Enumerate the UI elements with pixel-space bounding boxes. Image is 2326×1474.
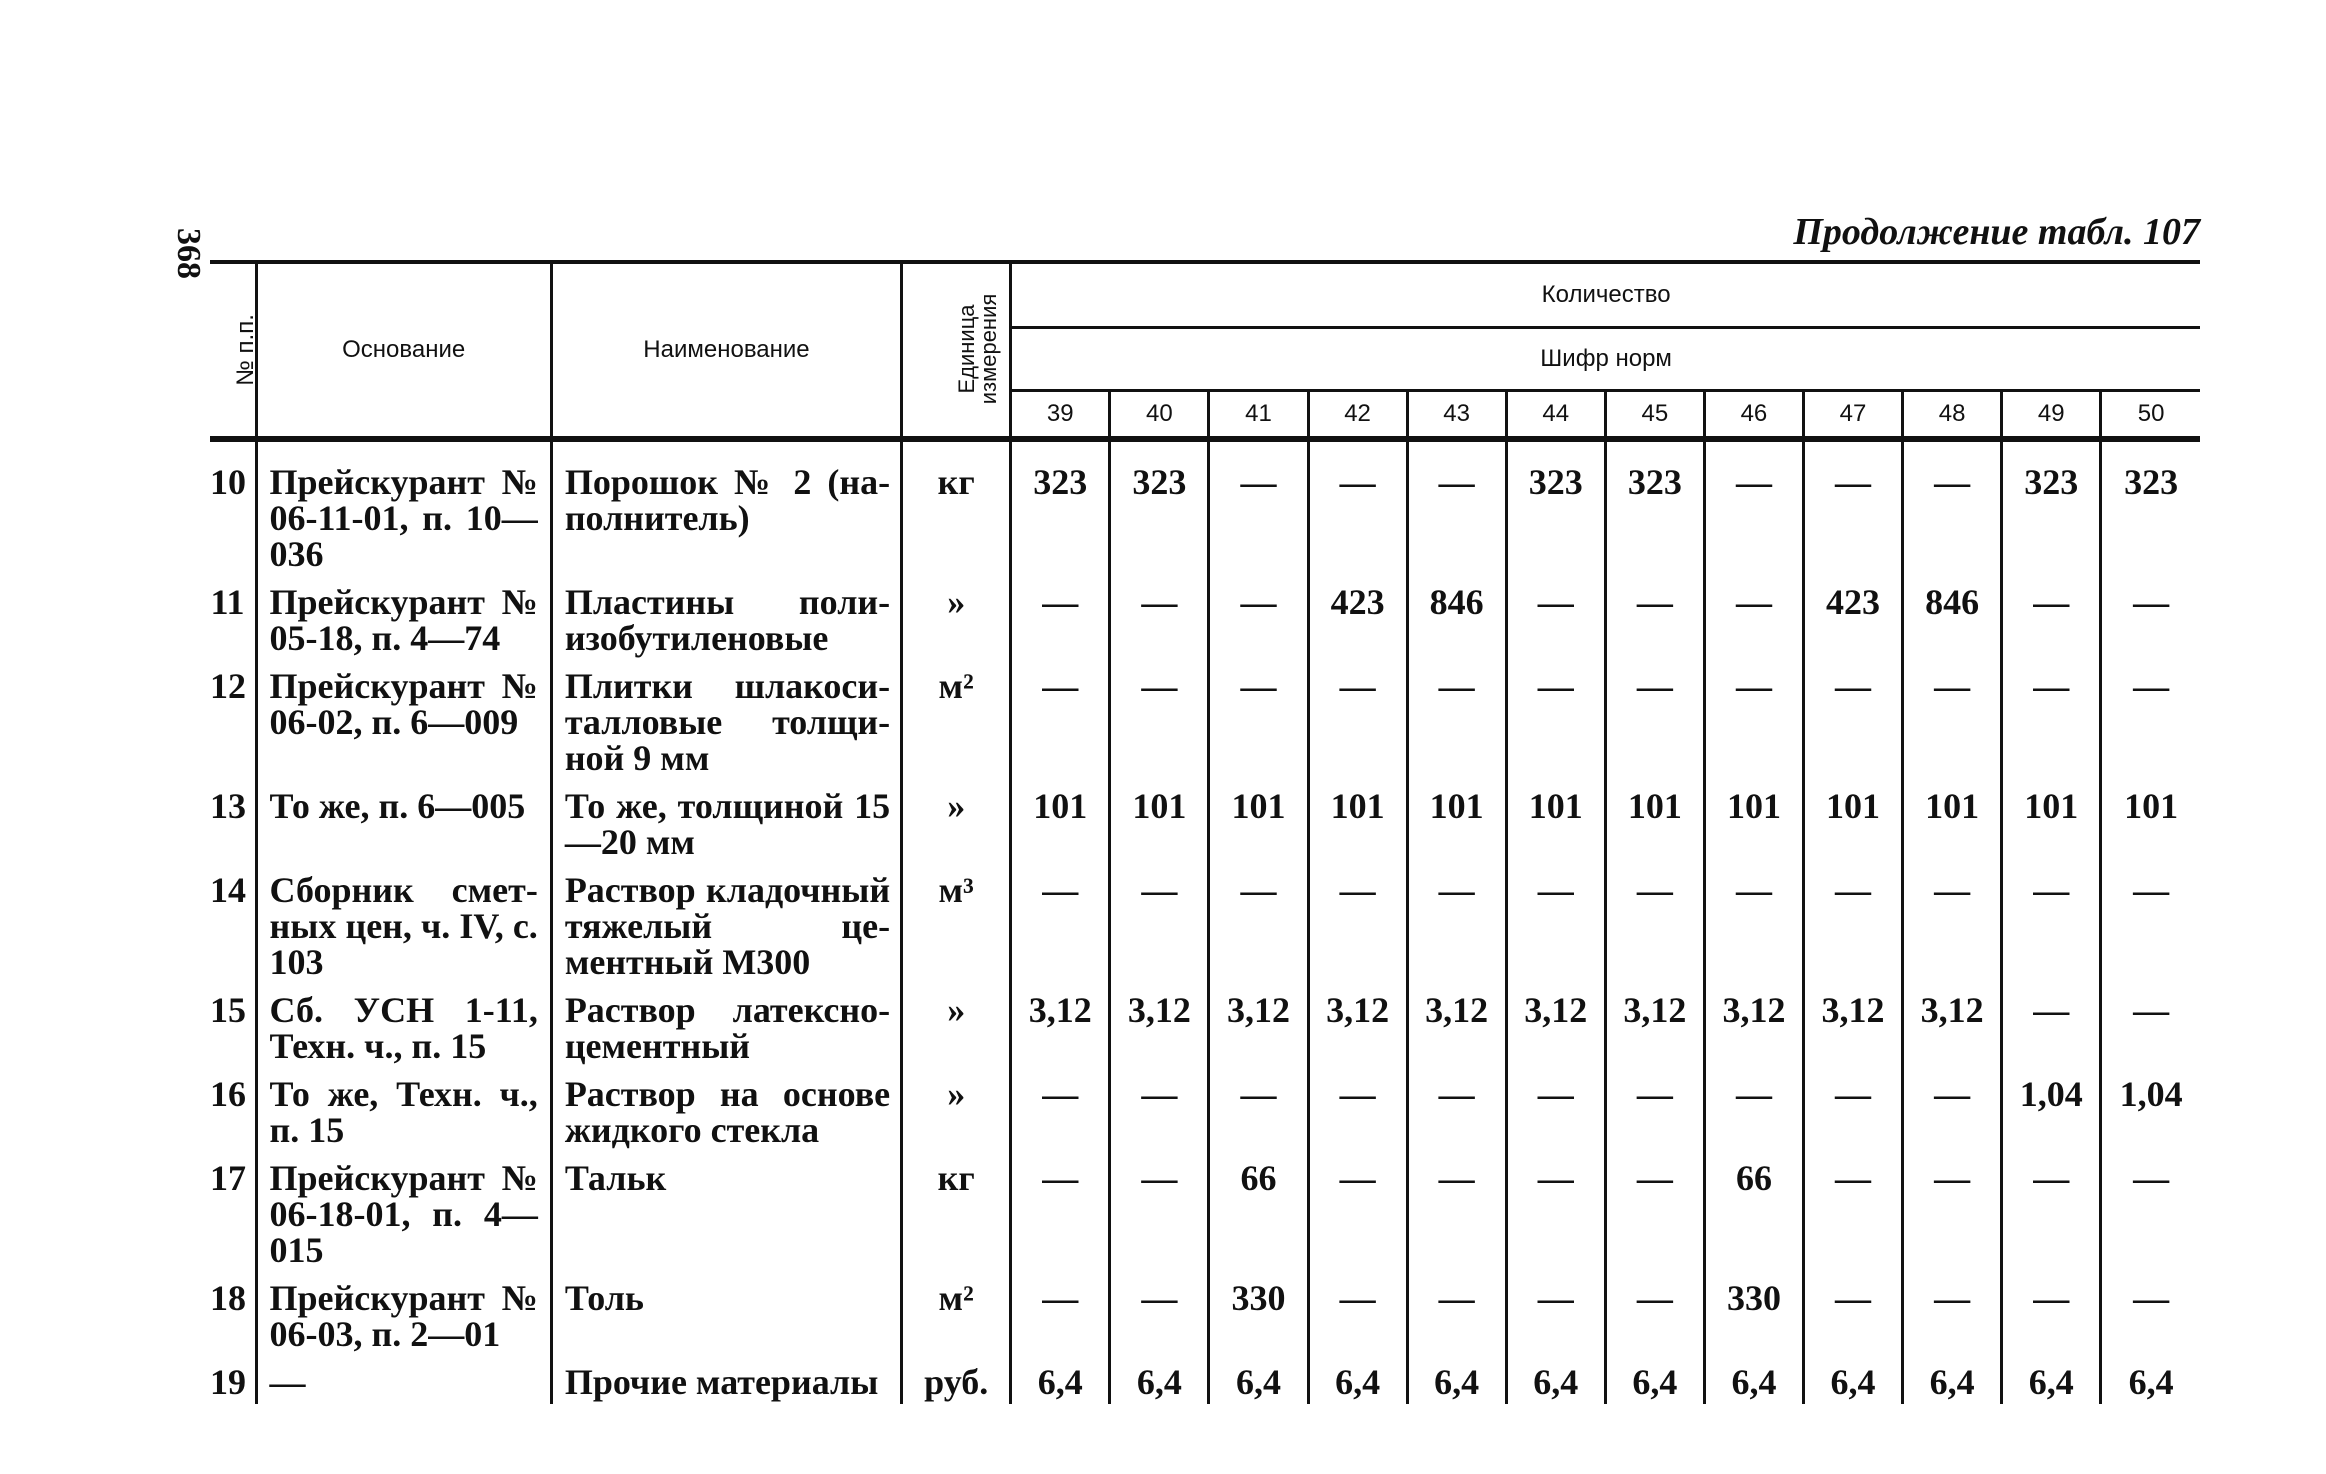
row-value-39: 323 <box>1011 439 1110 576</box>
row-name: Прочие материалы <box>551 1356 901 1404</box>
row-name: Пластины полиизобутиленовые <box>551 576 901 660</box>
row-value-50: — <box>2101 1272 2200 1356</box>
row-value-43: 101 <box>1407 780 1506 864</box>
header-norm-codes: Шифр норм <box>1011 328 2200 391</box>
row-number: 18 <box>210 1278 246 1318</box>
row-value-44: — <box>1506 1272 1605 1356</box>
row-value-41: 330 <box>1209 1272 1308 1356</box>
row-name: Толь <box>551 1272 901 1356</box>
row-number: 14 <box>210 870 246 910</box>
row-unit: » <box>902 984 1011 1068</box>
row-number: 17 <box>210 1158 246 1198</box>
row-value-43: — <box>1407 864 1506 984</box>
row-basis: Прейскурант № 06-18-01, п. 4—015 <box>256 1152 551 1272</box>
row-basis: Прейскурант № 05-18, п. 4—74 <box>256 576 551 660</box>
row-value-49: 1,04 <box>2002 1068 2101 1152</box>
row-value-46: — <box>1704 660 1803 780</box>
row-value-40: 323 <box>1110 439 1209 576</box>
row-value-48: — <box>1903 1272 2002 1356</box>
row-value-42: — <box>1308 1272 1407 1356</box>
header-code-50: 50 <box>2101 391 2200 440</box>
row-value-45: — <box>1605 1068 1704 1152</box>
row-value-45: — <box>1605 864 1704 984</box>
header-unit-label: Единица измерения <box>954 293 1002 404</box>
row-unit: кг <box>902 1152 1011 1272</box>
header-code-40: 40 <box>1110 391 1209 440</box>
row-value-40: — <box>1110 1272 1209 1356</box>
page-number: 368 <box>170 228 207 279</box>
table-row <box>210 1152 2200 1272</box>
row-value-42: 3,12 <box>1308 984 1407 1068</box>
row-value-45: 101 <box>1605 780 1704 864</box>
row-value-44: — <box>1506 1152 1605 1272</box>
row-value-48: 846 <box>1903 576 2002 660</box>
row-value-46: — <box>1704 1068 1803 1152</box>
row-value-48: — <box>1903 439 2002 576</box>
row-value-47: — <box>1803 439 1902 576</box>
row-value-47: 3,12 <box>1803 984 1902 1068</box>
row-value-48: 3,12 <box>1903 984 2002 1068</box>
row-value-48: — <box>1903 660 2002 780</box>
row-value-40: — <box>1110 864 1209 984</box>
header-name: Наименование <box>551 262 901 439</box>
row-unit: руб. <box>902 1356 1011 1404</box>
row-value-39: — <box>1011 576 1110 660</box>
row-value-44: — <box>1506 660 1605 780</box>
row-value-43: — <box>1407 439 1506 576</box>
table-row <box>210 1068 2200 1152</box>
row-value-43: — <box>1407 1272 1506 1356</box>
row-value-47: 101 <box>1803 780 1902 864</box>
header-code-46: 46 <box>1704 391 1803 440</box>
row-value-42: — <box>1308 1152 1407 1272</box>
row-value-45: — <box>1605 576 1704 660</box>
row-value-45: 323 <box>1605 439 1704 576</box>
row-value-50: — <box>2101 1152 2200 1272</box>
row-value-39: — <box>1011 1068 1110 1152</box>
row-value-50: — <box>2101 660 2200 780</box>
row-value-46: 330 <box>1704 1272 1803 1356</box>
row-number: 12 <box>210 666 246 706</box>
header-quantity: Количество <box>1011 262 2200 328</box>
row-name: Порошок № 2 (наполнитель) <box>551 439 901 576</box>
table-row <box>210 1272 2200 1356</box>
header-code-39: 39 <box>1011 391 1110 440</box>
header-unit <box>902 262 1011 439</box>
row-value-44: 3,12 <box>1506 984 1605 1068</box>
row-value-47: — <box>1803 864 1902 984</box>
row-value-49: — <box>2002 984 2101 1068</box>
row-value-44: — <box>1506 864 1605 984</box>
row-number: 15 <box>210 990 246 1030</box>
row-value-47: — <box>1803 1152 1902 1272</box>
row-value-40: 101 <box>1110 780 1209 864</box>
row-value-41: — <box>1209 864 1308 984</box>
row-value-47: — <box>1803 1272 1902 1356</box>
row-value-48: 101 <box>1903 780 2002 864</box>
row-value-40: — <box>1110 660 1209 780</box>
row-value-40: — <box>1110 1068 1209 1152</box>
table-row <box>210 660 2200 780</box>
row-unit: м² <box>902 1272 1011 1356</box>
row-value-42: — <box>1308 439 1407 576</box>
row-value-50: — <box>2101 864 2200 984</box>
row-value-46: 66 <box>1704 1152 1803 1272</box>
row-value-41: 3,12 <box>1209 984 1308 1068</box>
row-value-47: 6,4 <box>1803 1356 1902 1404</box>
row-value-44: — <box>1506 1068 1605 1152</box>
row-value-41: 6,4 <box>1209 1356 1308 1404</box>
row-value-47: — <box>1803 1068 1902 1152</box>
header-row-number <box>210 262 259 439</box>
row-value-45: — <box>1605 1272 1704 1356</box>
table-row <box>210 439 2200 576</box>
row-value-46: — <box>1704 864 1803 984</box>
row-number: 13 <box>210 786 246 826</box>
table-row <box>210 1356 2200 1404</box>
row-value-45: 3,12 <box>1605 984 1704 1068</box>
norms-table-container <box>210 260 2200 1404</box>
row-value-43: — <box>1407 660 1506 780</box>
row-basis: Сборник сметных цен, ч. IV, с. 103 <box>256 864 551 984</box>
row-value-39: 101 <box>1011 780 1110 864</box>
row-number: 10 <box>210 439 256 576</box>
row-value-44: — <box>1506 576 1605 660</box>
row-value-39: — <box>1011 1272 1110 1356</box>
row-value-45: — <box>1605 660 1704 780</box>
row-value-41: — <box>1209 439 1308 576</box>
row-number: 19 <box>210 1362 246 1402</box>
row-value-41: — <box>1209 660 1308 780</box>
row-value-39: — <box>1011 1152 1110 1272</box>
row-unit: » <box>902 1068 1011 1152</box>
row-value-49: — <box>2002 576 2101 660</box>
row-value-42: — <box>1308 1068 1407 1152</box>
row-value-49: — <box>2002 660 2101 780</box>
header-code-48: 48 <box>1903 391 2002 440</box>
header-code-49: 49 <box>2002 391 2101 440</box>
row-value-45: 6,4 <box>1605 1356 1704 1404</box>
row-value-48: — <box>1903 1152 2002 1272</box>
row-basis: То же, Техн. ч., п. 15 <box>256 1068 551 1152</box>
row-value-48: 6,4 <box>1903 1356 2002 1404</box>
row-value-39: 6,4 <box>1011 1356 1110 1404</box>
row-name: Раствор кладочный тяжелый цементный М300 <box>551 864 901 984</box>
row-basis: Сб. УСН 1-11, Техн. ч., п. 15 <box>256 984 551 1068</box>
row-value-47: — <box>1803 660 1902 780</box>
row-value-46: — <box>1704 576 1803 660</box>
row-name: Раствор латексноцементный <box>551 984 901 1068</box>
row-value-49: — <box>2002 1152 2101 1272</box>
header-code-41: 41 <box>1209 391 1308 440</box>
row-value-50: 101 <box>2101 780 2200 864</box>
row-value-50: 323 <box>2101 439 2200 576</box>
row-name: То же, толщиной 15—20 мм <box>551 780 901 864</box>
row-value-44: 323 <box>1506 439 1605 576</box>
row-name: Раствор на основе жидкого стекла <box>551 1068 901 1152</box>
row-value-49: 6,4 <box>2002 1356 2101 1404</box>
row-value-42: 423 <box>1308 576 1407 660</box>
table-body <box>210 439 2200 1404</box>
row-value-50: 1,04 <box>2101 1068 2200 1152</box>
table-row <box>210 864 2200 984</box>
row-basis: — <box>256 1356 551 1404</box>
row-value-46: 6,4 <box>1704 1356 1803 1404</box>
row-value-43: 846 <box>1407 576 1506 660</box>
row-value-41: 101 <box>1209 780 1308 864</box>
row-value-50: — <box>2101 576 2200 660</box>
row-value-39: 3,12 <box>1011 984 1110 1068</box>
row-value-42: — <box>1308 864 1407 984</box>
row-value-50: — <box>2101 984 2200 1068</box>
row-number: 11 <box>210 582 245 622</box>
row-unit: м² <box>902 660 1011 780</box>
header-code-43: 43 <box>1407 391 1506 440</box>
table-row <box>210 780 2200 864</box>
row-value-42: 6,4 <box>1308 1356 1407 1404</box>
row-number: 16 <box>210 1074 246 1114</box>
row-basis: Прейскурант № 06-03, п. 2—01 <box>256 1272 551 1356</box>
row-value-48: — <box>1903 1068 2002 1152</box>
row-value-42: 101 <box>1308 780 1407 864</box>
row-value-40: 6,4 <box>1110 1356 1209 1404</box>
row-value-43: — <box>1407 1152 1506 1272</box>
row-value-49: 101 <box>2002 780 2101 864</box>
row-value-40: — <box>1110 1152 1209 1272</box>
row-unit: » <box>902 780 1011 864</box>
row-value-39: — <box>1011 864 1110 984</box>
row-value-41: — <box>1209 576 1308 660</box>
row-value-43: — <box>1407 1068 1506 1152</box>
row-value-40: 3,12 <box>1110 984 1209 1068</box>
row-value-44: 101 <box>1506 780 1605 864</box>
row-value-50: 6,4 <box>2101 1356 2200 1404</box>
row-value-47: 423 <box>1803 576 1902 660</box>
row-value-39: — <box>1011 660 1110 780</box>
row-basis: То же, п. 6—005 <box>256 780 551 864</box>
row-value-49: — <box>2002 1272 2101 1356</box>
row-basis: Прейскурант № 06-11-01, п. 10—036 <box>256 439 551 576</box>
table-row <box>210 984 2200 1068</box>
header-basis: Основание <box>256 262 551 439</box>
table-continuation-caption: Продолжение табл. 107 <box>1793 211 2200 253</box>
header-code-42: 42 <box>1308 391 1407 440</box>
row-unit: м³ <box>902 864 1011 984</box>
norms-table <box>210 260 2200 1404</box>
row-value-46: — <box>1704 439 1803 576</box>
header-row-number-label: № п.п. <box>231 314 259 386</box>
header-code-44: 44 <box>1506 391 1605 440</box>
header-code-47: 47 <box>1803 391 1902 440</box>
row-unit: кг <box>902 439 1011 576</box>
header-code-45: 45 <box>1605 391 1704 440</box>
row-value-41: 66 <box>1209 1152 1308 1272</box>
row-value-44: 6,4 <box>1506 1356 1605 1404</box>
row-value-40: — <box>1110 576 1209 660</box>
row-value-43: 3,12 <box>1407 984 1506 1068</box>
row-value-49: — <box>2002 864 2101 984</box>
row-value-46: 101 <box>1704 780 1803 864</box>
row-value-43: 6,4 <box>1407 1356 1506 1404</box>
row-unit: » <box>902 576 1011 660</box>
row-value-41: — <box>1209 1068 1308 1152</box>
row-value-45: — <box>1605 1152 1704 1272</box>
row-value-49: 323 <box>2002 439 2101 576</box>
row-basis: Прейскурант № 06-02, п. 6—009 <box>256 660 551 780</box>
row-name: Плитки шлакоситалловые толщиной 9 мм <box>551 660 901 780</box>
row-value-48: — <box>1903 864 2002 984</box>
row-value-42: — <box>1308 660 1407 780</box>
table-row <box>210 576 2200 660</box>
row-name: Тальк <box>551 1152 901 1272</box>
row-value-46: 3,12 <box>1704 984 1803 1068</box>
